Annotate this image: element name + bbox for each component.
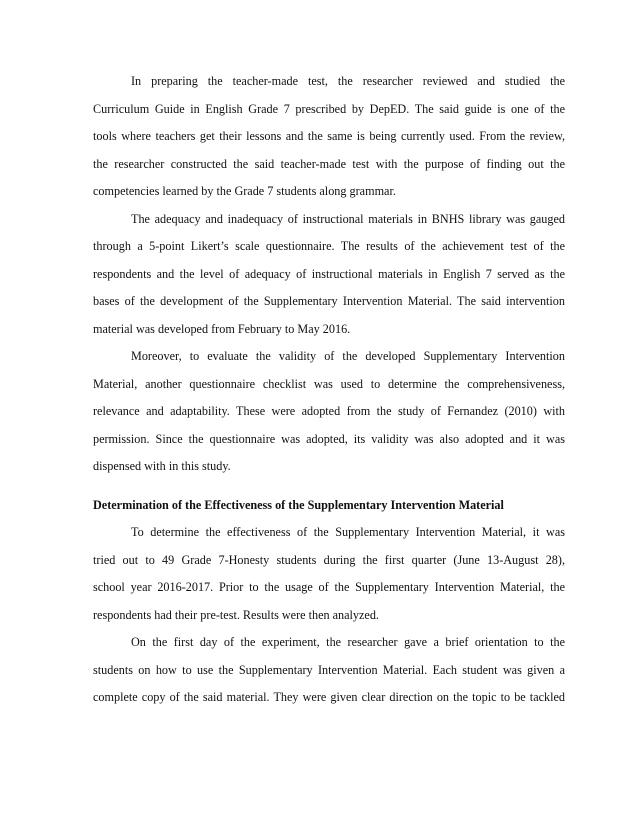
page-content — [93, 68, 565, 712]
paragraph-validity — [93, 343, 565, 481]
text-line: through a 5-point Likert’s scale questionnaire. The results of the achievement test of the — [93, 239, 565, 253]
text-line: respondents and the level of adequacy of instructional materials in English 7 served as the — [93, 266, 565, 281]
text-line: bases of the development of the Supplementary Intervention Material. The said intervention — [93, 294, 565, 308]
text-line: Curriculum Guide in English Grade 7 prescribed by DepED. The said guide is one of the — [93, 101, 565, 116]
text-line: competencies learned by the Grade 7 students along grammar. — [93, 184, 396, 198]
text-line: On the first day of the experiment, the researcher gave a brief orientation to the — [131, 635, 565, 649]
text-line: In preparing the teacher-made test, the researcher reviewed and studied the — [131, 74, 565, 88]
paragraph-experiment — [93, 629, 565, 712]
text-line: tried out to 49 Grade 7-Honesty students during the first quarter (June 13-August 28), — [93, 552, 565, 567]
text-line: respondents had their pre-test. Results were then analyzed. — [93, 607, 379, 622]
text-line: the researcher constructed the said teacher-made test with the purpose of finding out the — [93, 156, 565, 171]
text-line: The adequacy and inadequacy of instructional materials in BNHS library was gauged — [131, 211, 565, 226]
text-line: tools where teachers get their lessons and the same is being currently used. From the review, — [93, 129, 565, 143]
text-line: permission. Since the questionnaire was adopted, its validity was also adopted and it was — [93, 431, 565, 446]
text-line: dispensed with in this study. — [93, 459, 231, 473]
text-line: complete copy of the said material. They were given clear direction on the topic to be tackled — [93, 690, 565, 704]
paragraph-adequacy — [93, 206, 565, 344]
text-line: students on how to use the Supplementary Intervention Material. Each student was given a — [93, 662, 565, 677]
text-line: To determine the effectiveness of the Supplementary Intervention Material, it was — [131, 525, 565, 539]
text-line: relevance and adaptability. These were adopted from the study of Fernandez (2010) with — [93, 404, 565, 418]
section-heading: Determination of the Effectiveness of the Supplementary Intervention Material — [93, 497, 504, 512]
paragraph-effectiveness — [93, 519, 565, 629]
text-line: Material, another questionnaire checklist was used to determine the comprehensiveness, — [93, 376, 565, 391]
text-line: school year 2016-2017. Prior to the usage of the Supplementary Intervention Material, the — [93, 580, 565, 594]
paragraph-teacher-made-test — [93, 68, 565, 206]
text-line: Moreover, to evaluate the validity of the developed Supplementary Intervention — [131, 349, 565, 363]
text-line: material was developed from February to May 2016. — [93, 321, 351, 336]
